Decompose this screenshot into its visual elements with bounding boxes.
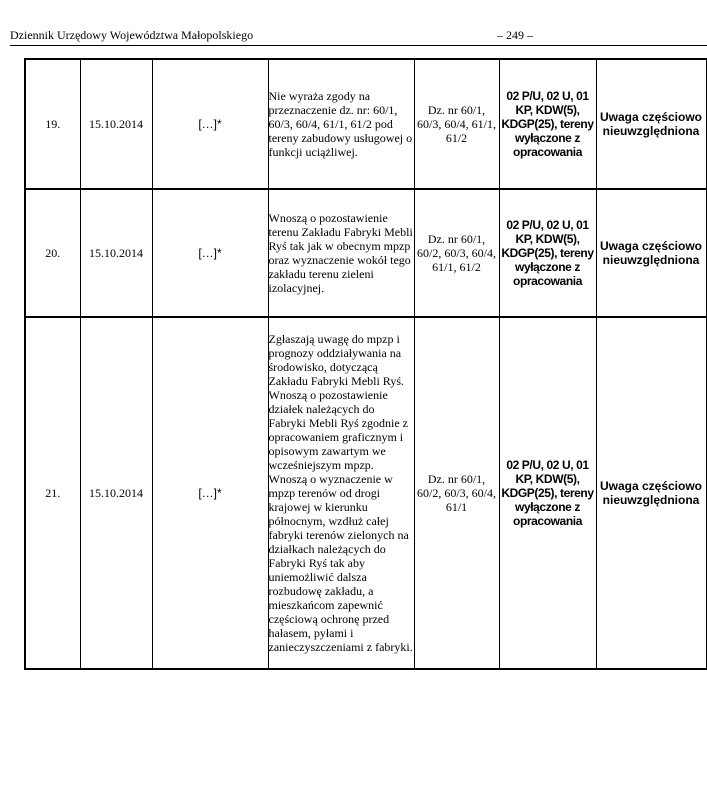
row-number: 21. — [25, 317, 80, 669]
submission-date: 15.10.2014 — [80, 59, 152, 189]
plan-zones: 02 P/U, 02 U, 01 KP, KDW(5), KDGP(25), tereny wyłączone z opracowania — [499, 189, 596, 317]
page-header — [10, 28, 707, 46]
page-number: – 249 – — [497, 28, 533, 42]
applicant-redacted: […]* — [152, 189, 268, 317]
header-rule — [10, 45, 707, 46]
parcel-numbers: Dz. nr 60/1, 60/3, 60/4, 61/1, 61/2 — [414, 59, 499, 189]
table-row — [25, 189, 707, 317]
table-row — [25, 317, 707, 669]
table-row — [25, 59, 707, 189]
plan-zones: 02 P/U, 02 U, 01 KP, KDW(5), KDGP(25), tereny wyłączone z opracowania — [499, 317, 596, 669]
applicant-redacted: […]* — [152, 59, 268, 189]
submission-date: 15.10.2014 — [80, 317, 152, 669]
remark-content: Zgłaszają uwagę do mpzp i prognozy oddziaływania na środowisko, dotyczącą Zakładu Fabryki Mebli Ryś. Wnoszą o pozostawienie działek należących do Fabryki Mebli Ryś zgodnie z opracowaniem graficznym i opisowym zawartym we wcześniejszym mpzp. Wnoszą o wyznaczenie w mpzp terenów od drogi krajowej w kierunku północnym, wzdłuż całej fabryki terenów zielonych na działkach należących do Fabryki Ryś tak aby uniemożliwić dalsza rozbudowę zakładu, a mieszkańcom zapewnić częściową ochronę przed hałasem, pyłami i zanieczyszczeniami z fabryki. — [268, 317, 414, 669]
resolution-status: Uwaga częściowo nieuwzględniona — [596, 189, 706, 317]
row-number: 19. — [25, 59, 80, 189]
submission-date: 15.10.2014 — [80, 189, 152, 317]
resolution-status: Uwaga częściowo nieuwzględniona — [596, 317, 706, 669]
row-number: 20. — [25, 189, 80, 317]
parcel-numbers: Dz. nr 60/1, 60/2, 60/3, 60/4, 61/1 — [414, 317, 499, 669]
remark-content: Wnoszą o pozostawienie terenu Zakładu Fabryki Mebli Ryś tak jak w obecnym mpzp oraz wyznaczenie wokół tego zakładu terenu zieleni izolacyjnej. — [268, 189, 414, 317]
remark-content: Nie wyraża zgody na przeznaczenie dz. nr: 60/1, 60/3, 60/4, 61/1, 61/2 pod tereny zabudowy usługowej o funkcji uciążliwej. — [268, 59, 414, 189]
resolution-status: Uwaga częściowo nieuwzględniona — [596, 59, 706, 189]
journal-title: Dziennik Urzędowy Województwa Małopolskiego — [10, 28, 254, 42]
parcel-numbers: Dz. nr 60/1, 60/2, 60/3, 60/4, 61/1, 61/2 — [414, 189, 499, 317]
plan-zones: 02 P/U, 02 U, 01 KP, KDW(5), KDGP(25), tereny wyłączone z opracowania — [499, 59, 596, 189]
remarks-table — [24, 58, 707, 670]
applicant-redacted: […]* — [152, 317, 268, 669]
